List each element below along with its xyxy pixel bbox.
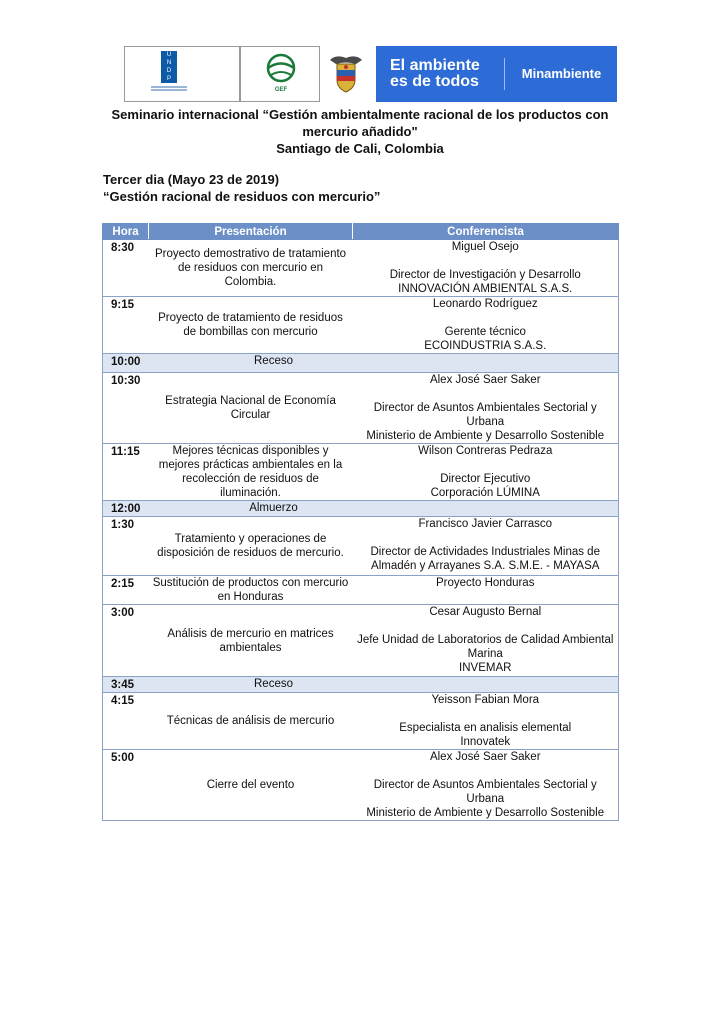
speaker-description: Director de Asuntos Ambientales Sectorial y Urbana Ministerio de Ambiente y Desarrollo Sostenible [366,402,605,442]
colombia-coat-of-arms [320,46,372,102]
speaker-description: Director Ejecutivo Corporación LÚMINA [430,473,540,499]
speaker-description: Jefe Unidad de Laboratorios de Calidad Ambiental Marina INVEMAR [357,634,614,674]
time-cell: 10:00 [103,354,149,373]
speaker-name: Alex José Saer Saker [429,751,541,763]
table-row [103,517,619,576]
presentation-cell: Mejores técnicas disponibles y mejores prácticas ambientales en la recolección de residuos de iluminación. [149,444,353,501]
gef-logo [240,46,320,102]
logo-band [124,46,617,102]
speaker-gap [356,254,616,268]
undp-logo [124,46,240,102]
undp-letter: N [166,60,172,66]
undp-letter: P [166,76,171,82]
presentation-cell: Análisis de mercurio en matrices ambientales [149,605,353,677]
day-subtitle: “Gestión racional de residuos con mercurio” [103,189,381,204]
presentation-cell: Tratamiento y operaciones de disposición de residuos de mercurio. [149,517,353,576]
speaker-description: Director de Asuntos Ambientales Sectorial y Urbana Ministerio de Ambiente y Desarrollo Sostenible [366,779,605,819]
presentation-cell: Técnicas de análisis de mercurio [149,693,353,750]
title-line: Santiago de Cali, Colombia [276,141,444,156]
brand-separator [504,58,505,90]
header-presentacion: Presentación [149,224,353,240]
table-row [103,750,619,821]
speaker-gap [356,707,616,721]
time-cell: 10:30 [103,373,149,444]
table-row [103,297,619,354]
speaker-cell [353,693,619,750]
table-row [103,240,619,297]
speaker-gap [356,311,616,325]
day-heading: Tercer dia (Mayo 23 de 2019) [103,172,280,187]
brand-slogan: El ambiente es de todos [390,57,480,90]
presentation-cell: Proyecto demostrativo de tratamiento de residuos con mercurio en Colombia. [149,240,353,297]
speaker-name: Leonardo Rodríguez [432,298,538,310]
break-row [103,501,619,517]
gef-label: GEF [274,87,288,93]
speaker-name: Francisco Javier Carrasco [418,518,553,530]
time-cell: 12:00 [103,501,149,517]
header-conferencista: Conferencista [353,224,619,240]
presentation-cell: Sustitución de productos con mercurio en Honduras [149,576,353,605]
title-line: mercurio añadido" [302,124,418,139]
speaker-gap [356,458,616,472]
speaker-cell [353,576,619,605]
speaker-description: Gerente técnico ECOINDUSTRIA S.A.S. [424,326,547,352]
break-cell [149,501,619,517]
speaker-name: Yeisson Fabian Mora [431,694,540,706]
speaker-cell [353,444,619,501]
speaker-gap [356,531,616,545]
break-row [103,677,619,693]
header-hora: Hora [103,224,149,240]
presentation-cell: Estrategia Nacional de Economía Circular [149,373,353,444]
time-cell: 8:30 [103,240,149,297]
table-row [103,576,619,605]
speaker-name: Miguel Osejo [451,241,519,253]
speaker-cell [353,517,619,576]
time-cell: 11:15 [103,444,149,501]
speaker-gap [356,619,616,633]
time-cell: 4:15 [103,693,149,750]
speaker-description: Director de Actividades Industriales Minas de Almadén y Arrayanes S.A. S.M.E. - MAYASA [370,546,600,572]
brand-name: Minambiente [521,66,602,81]
undp-mark [161,51,177,83]
speaker-gap [356,764,616,778]
speaker-name: Cesar Augusto Bernal [429,606,542,618]
time-cell: 9:15 [103,297,149,354]
speaker-name: Proyecto Honduras [436,577,535,589]
presentation-cell: Proyecto de tratamiento de residuos de bombillas con mercurio [149,297,353,354]
table-row [103,444,619,501]
time-cell: 3:45 [103,677,149,693]
speaker-gap [356,387,616,401]
undp-subtext-graphic [151,85,187,92]
minambiente-brand-banner [376,46,617,102]
speaker-description: Especialista en analisis elemental Innovatek [399,722,572,748]
time-cell: 2:15 [103,576,149,605]
table-row [103,373,619,444]
time-cell: 1:30 [103,517,149,576]
presentation-cell: Cierre del evento [149,750,353,821]
agenda-body [103,240,619,821]
table-row [103,693,619,750]
undp-letter: D [166,68,172,74]
undp-letter: U [166,52,172,58]
break-cell [149,354,619,373]
seminar-title [100,106,620,157]
speaker-name: Alex José Saer Saker [429,374,541,386]
table-header-row [103,224,619,240]
break-label: Almuerzo [249,502,298,514]
break-cell [149,677,619,693]
speaker-cell [353,750,619,821]
break-row [103,354,619,373]
break-label: Receso [254,355,293,367]
time-cell: 5:00 [103,750,149,821]
break-label: Receso [254,678,293,690]
speaker-cell [353,373,619,444]
speaker-description: Director de Investigación y Desarrollo INNOVACIÓN AMBIENTAL S.A.S. [389,269,581,295]
table-row [103,605,619,677]
coat-of-arms-icon [326,52,366,96]
speaker-name: Wilson Contreras Pedraza [418,445,553,457]
gef-globe-icon [265,51,297,85]
agenda-table [102,223,619,821]
title-line: Seminario internacional “Gestión ambientalmente racional de los productos con [111,107,609,122]
speaker-cell [353,240,619,297]
speaker-cell [353,297,619,354]
speaker-cell [353,605,619,677]
time-cell: 3:00 [103,605,149,677]
